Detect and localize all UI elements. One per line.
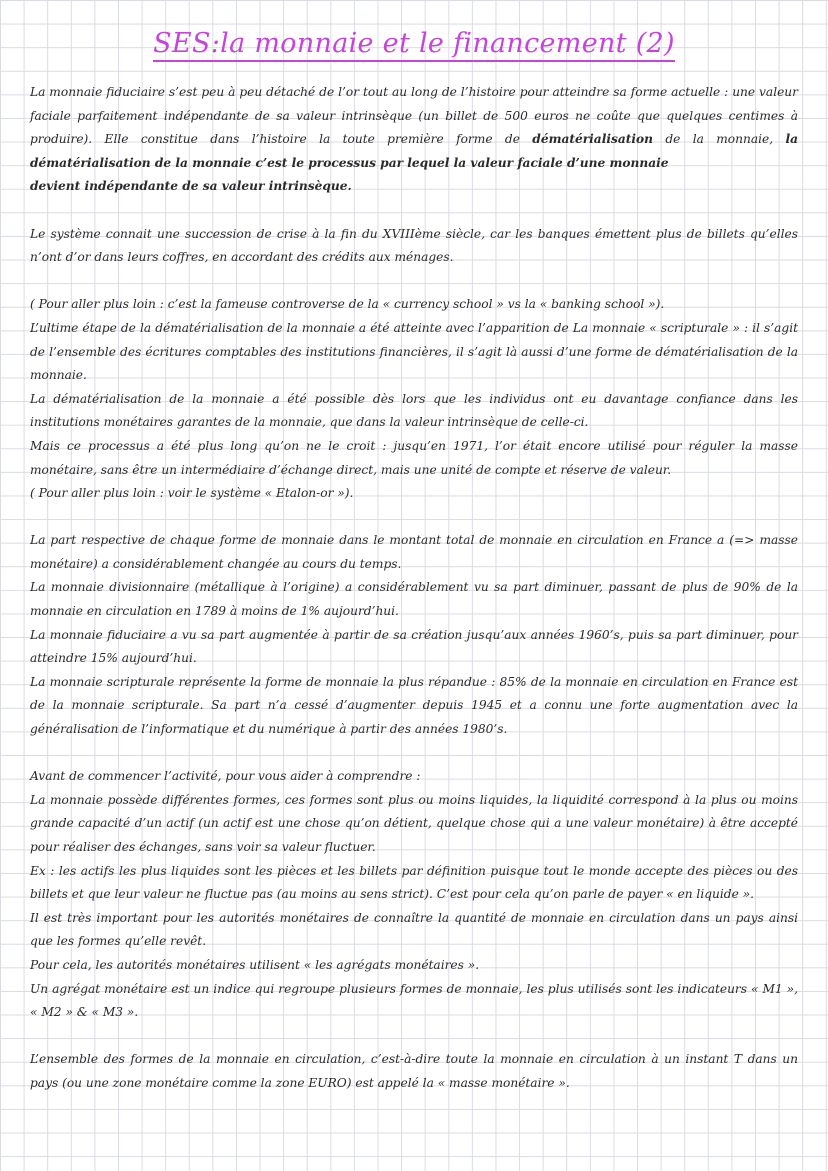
paragraph-etalon-or: ( Pour aller plus loin : voir le système « Etalon-or »).: [30, 486, 354, 501]
paragraph-scripturale-part: La monnaie scripturale représente la forme de monnaie la plus répandue : 85% de la monnaie en circulation en France est de la monnaie scripturale. Sa part n’a cessé d’augmenter depuis 1945 et a connu une forte augmentation avec la généralisation de l’informatique et du numérique à partir des années 1980’s.: [30, 674, 798, 737]
paragraph-aller-plus-loin: ( Pour aller plus loin : c’est la fameuse controverse de la « currency school » vs la « banking school »).: [30, 297, 665, 312]
paragraph-fiduciaire: La monnaie fiduciaire s’est peu à peu détaché de l’or tout au long de l’histoire pour atteindre sa forme actuelle : une valeur faciale parfaitement indépendante de sa valeur intrinsèque (un billet de 500 euros ne coûte que quelques centimes à produire). Elle constitue dans l’histoire la toute première forme de dématérialisation de la monnaie, la dématérialisation de la monnaie c’est le processus par lequel la valeur faciale d’une monnaie devient indépendante de sa valeur intrinsèque.: [30, 85, 798, 194]
paragraph-confiance: La dématérialisation de la monnaie a été possible dès lors que les individus ont eu davantage confiance dans les institutions monétaires garantes de la monnaie, que dans la valeur intrinsèque de celle-ci.: [30, 391, 798, 430]
paragraph-scripturale: L’ultime étape de la dématérialisation de la monnaie a été atteinte avec l’apparition de La monnaie « scripturale » : il s’agit de l’ensemble des écritures comptables des institutions financières, il s’agit là aussi d’une forme de dématérialisation de la monnaie.: [30, 320, 798, 383]
paragraph-autorites: Il est très important pour les autorités monétaires de connaître la quantité de monnaie en circulation dans un pays ainsi que les formes qu’elle revêt.: [30, 910, 798, 949]
definition-dematerialisation: la dématérialisation de la monnaie c’est le processus par lequel la valeur faciale d’une monnaie: [30, 132, 798, 170]
paragraph-part-respective: La part respective de chaque forme de monnaie dans le montant total de monnaie en circulation en France a (=> masse monétaire) a considérablement changée au cours du temps.: [30, 533, 798, 571]
paragraph-fiduciaire-part: La monnaie fiduciaire a vu sa part augmentée à partir de sa création jusqu’aux années 1960’s, puis sa part diminuer, pour atteindre 15% aujourd’hui.: [30, 627, 798, 666]
title-text: SES:la monnaie et le financement (2): [153, 28, 675, 62]
paragraph-agregat-def: Un agrégat monétaire est un indice qui regroupe plusieurs formes de monnaie, les plus utilisés sont les indicateurs « M1 », « M2 » & « M3 ».: [30, 981, 798, 1020]
paragraph-masse-monetaire: L’ensemble des formes de la monnaie en circulation, c’est-à-dire toute la monnaie en circulation à un instant T dans un pays (ou une zone monétaire comme la zone EURO) est appelé la « masse monétaire ».: [30, 1052, 798, 1090]
paragraph-avant-activite: Avant de commencer l’activité, pour vous aider à comprendre :: [30, 769, 421, 784]
keyword-dematerialisation: dématérialisation: [532, 132, 653, 147]
page-title: [30, 28, 798, 59]
definition-dematerialisation-end: devient indépendante de sa valeur intrinsèque.: [30, 179, 352, 194]
paragraph-crise: Le système connait une succession de crise à la fin du XVIIIème siècle, car les banques émettent plus de billets qu’elles n’ont d’or dans leurs coffres, en accordant des crédits aux ménages.: [30, 226, 798, 265]
paragraph-agregats: Pour cela, les autorités monétaires utilisent « les agrégats monétaires ».: [30, 957, 480, 972]
paragraph-exemple: Ex : les actifs les plus liquides sont les pièces et les billets par définition puisque tout le monde accepte des pièces ou des billets et que leur valeur ne fluctue pas (au moins au sens strict). C’est pour cela qu’on parle de payer « en liquide ».: [30, 863, 798, 902]
paragraph-liquidite: La monnaie possède différentes formes, ces formes sont plus ou moins liquides, la liquidité correspond à la plus ou moins grande capacité d’un actif (un actif est une chose qu’on détient, quelque chose qui a une valeur monétaire) à être accepté pour réaliser des échanges, sans voir sa valeur fluctuer.: [30, 792, 798, 854]
paragraph-divisionnaire: La monnaie divisionnaire (métallique à l’origine) a considérablement vu sa part diminuer, passant de plus de 90% de la monnaie en circulation en 1789 à moins de 1% aujourd’hui.: [30, 580, 798, 619]
paragraph-or-1971: Mais ce processus a été plus long qu’on ne le croit : jusqu’en 1971, l’or était encore utilisé pour réguler la masse monétaire, sans être un intermédiaire d’échange direct, mais une unité de compte et réserve de valeur.: [30, 438, 798, 477]
note-page: [30, 28, 798, 1096]
